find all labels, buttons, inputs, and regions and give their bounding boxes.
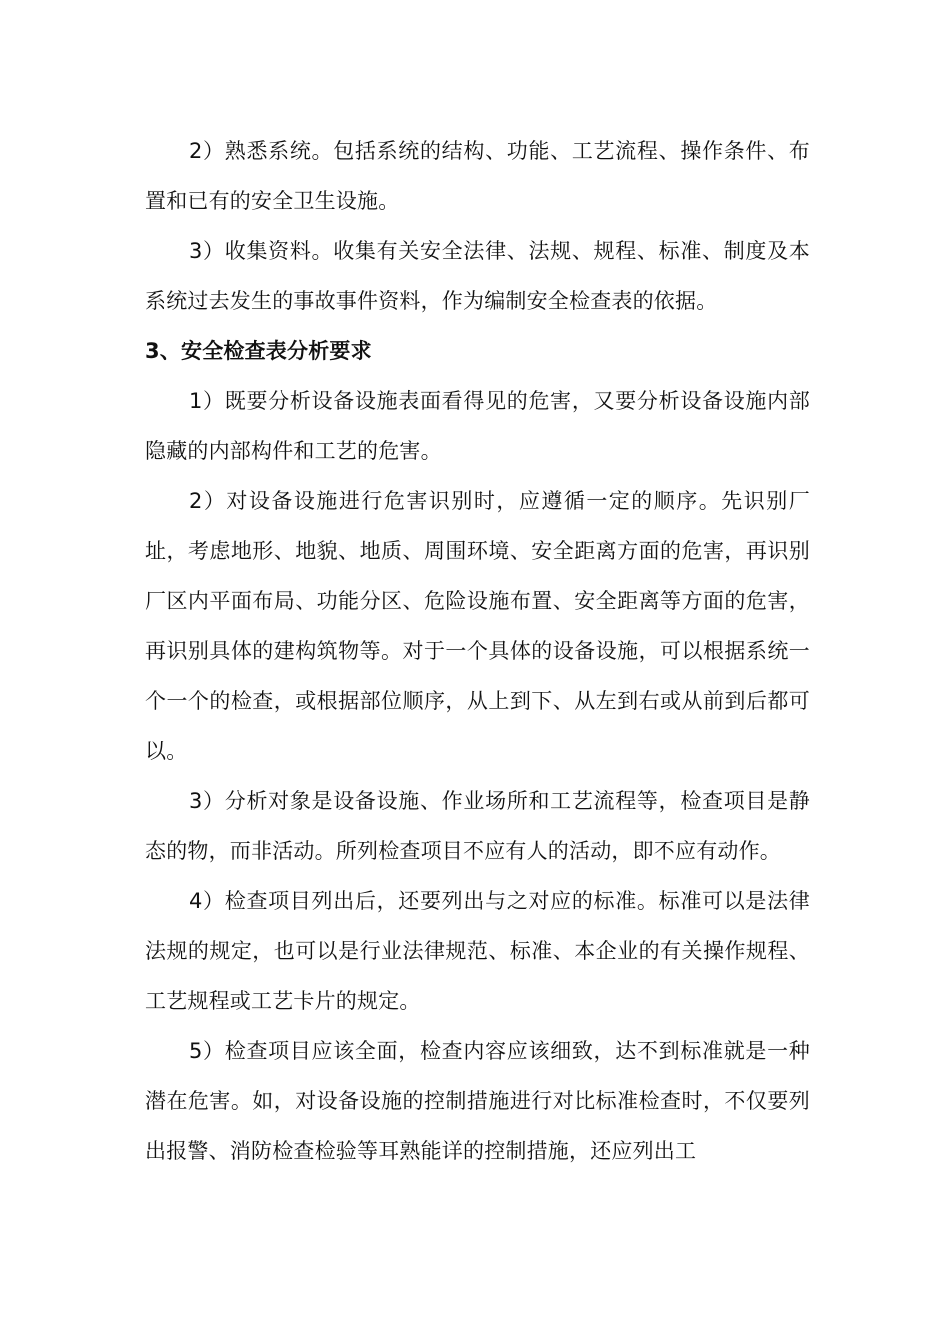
paragraph-requirement-1: 1）既要分析设备设施表面看得见的危害，又要分析设备设施内部隐藏的内部构件和工艺的危害。 <box>145 389 810 463</box>
paragraph-collect-materials: 3）收集资料。收集有关安全法律、法规、规程、标准、制度及本系统过去发生的事故事件资料，作为编制安全检查表的依据。 <box>145 239 810 313</box>
section-heading-checklist-requirements: 3、安全检查表分析要求 <box>145 339 372 363</box>
paragraph-requirement-5: 5）检查项目应该全面，检查内容应该细致，达不到标准就是一种潜在危害。如，对设备设施的控制措施进行对比标准检查时，不仅要列出报警、消防检查检验等耳熟能详的控制措施，还应列出工 <box>145 1039 810 1163</box>
paragraph-familiarize-system: 2）熟悉系统。包括系统的结构、功能、工艺流程、操作条件、布置和已有的安全卫生设施。 <box>145 139 810 213</box>
paragraph-requirement-2: 2）对设备设施进行危害识别时，应遵循一定的顺序。先识别厂址，考虑地形、地貌、地质、周围环境、安全距离方面的危害，再识别厂区内平面布局、功能分区、危险设施布置、安全距离等方面的危害，再识别具体的建构筑物等。对于一个具体的设备设施，可以根据系统一个一个的检查，或根据部位顺序，从上到下、从左到右或从前到后都可以。 <box>145 489 810 763</box>
document-body <box>145 126 810 1176</box>
paragraph-requirement-3: 3）分析对象是设备设施、作业场所和工艺流程等，检查项目是静态的物，而非活动。所列检查项目不应有人的活动，即不应有动作。 <box>145 789 810 863</box>
paragraph-requirement-4: 4）检查项目列出后，还要列出与之对应的标准。标准可以是法律法规的规定，也可以是行业法律规范、标准、本企业的有关操作规程、工艺规程或工艺卡片的规定。 <box>145 889 810 1013</box>
